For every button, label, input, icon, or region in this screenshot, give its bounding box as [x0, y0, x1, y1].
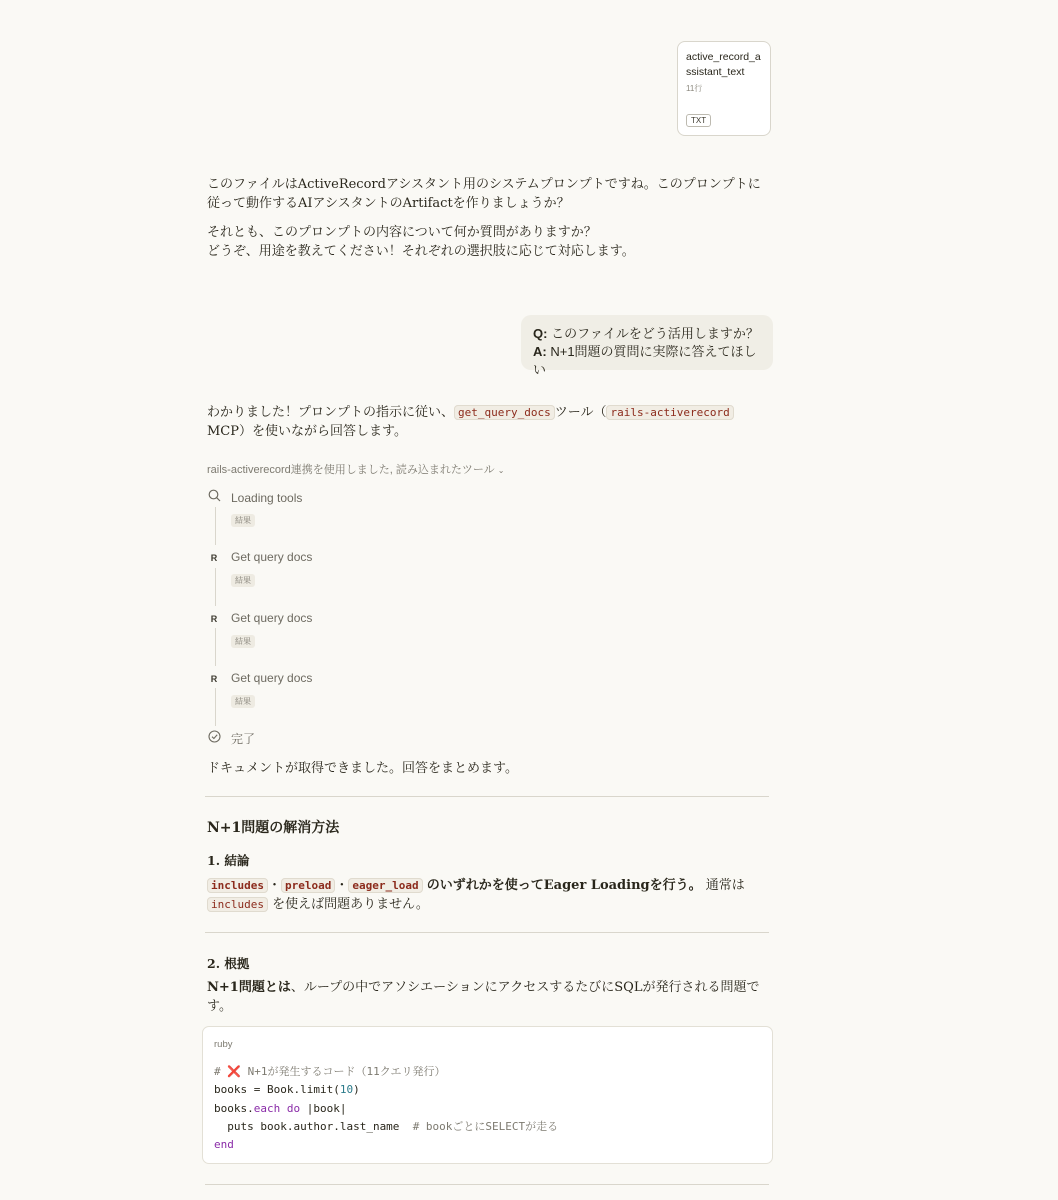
code-token: N+1が発生するコード（11クエリ発行） [240, 1065, 446, 1078]
cross-mark-icon: ❌ [227, 1065, 241, 1078]
assistant-paragraph: このファイルはActiveRecordアシスタント用のシステムプロンプトですね。このプロンプトに従って動作するAIアシスタントのArtifactを作りましょうか？ [207, 177, 761, 211]
a-label: A: [533, 344, 547, 359]
timeline-connector [215, 628, 216, 666]
assistant-paragraph [207, 978, 773, 1016]
code-token: |book| [300, 1101, 347, 1115]
a-text: N+1問題の質問に実際に答えてほしい [533, 344, 757, 377]
check-circle-icon [207, 730, 221, 745]
bold-text: のいずれかを使ってEager Loadingを行う。 [426, 878, 702, 893]
attachment-card[interactable] [677, 41, 771, 136]
inline-code: eager_load [348, 878, 422, 893]
tool-result-badge[interactable]: 結果 [231, 635, 255, 648]
inline-code: preload [281, 878, 335, 893]
code-token: end [214, 1138, 234, 1152]
text-run: ツール（ [554, 405, 607, 420]
question-line [533, 325, 761, 343]
q-text: このファイルをどう活用しますか？ [551, 326, 759, 341]
assistant-message-2-intro [207, 403, 773, 441]
text-line: どうぞ、用途を教えてください！それぞれの選択肢に応じて対応します。 [207, 244, 635, 259]
code-token: each [253, 1101, 281, 1115]
text-run: を使えば問題ありません。 [272, 897, 429, 912]
rails-mcp-icon: R [210, 614, 218, 624]
timeline-connector [215, 688, 216, 726]
code-token [280, 1102, 287, 1115]
assistant-paragraph [207, 223, 773, 261]
code-content [214, 1063, 558, 1154]
done-label: 完了 [231, 732, 256, 746]
inline-code: includes [207, 878, 268, 893]
tool-step-label: Get query docs [231, 611, 313, 625]
tool-step-label: Get query docs [231, 671, 313, 685]
q-label: Q: [533, 326, 548, 341]
assistant-message-1 [207, 175, 773, 261]
tool-step-get-query-docs[interactable] [207, 550, 312, 564]
assistant-paragraph [207, 876, 773, 914]
bold-text: N+1問題とは [207, 980, 291, 995]
timeline-connector [215, 507, 216, 545]
separator: ・ [267, 878, 281, 893]
tool-step-done [207, 730, 255, 747]
divider [205, 1184, 769, 1185]
user-message-bubble [521, 315, 773, 377]
tool-result-badge[interactable]: 結果 [231, 574, 255, 587]
tool-step-loading[interactable] [207, 489, 302, 505]
divider [205, 932, 769, 933]
rails-mcp-icon: R [210, 553, 218, 563]
tool-step-get-query-docs[interactable] [207, 611, 312, 625]
assistant-paragraph [207, 403, 773, 441]
rails-mcp-icon: R [210, 674, 218, 684]
inline-code: rails-activerecord [606, 405, 733, 420]
section-1-body [207, 876, 773, 914]
attachment-name: active_record_assistant_text [686, 51, 761, 78]
tool-result-badge[interactable]: 結果 [231, 514, 255, 527]
section-heading: 1. 結論 [207, 853, 250, 868]
timeline-connector [215, 568, 216, 606]
code-token: 10 [339, 1083, 354, 1097]
text-run: わかりました！プロンプトの指示に従い、 [207, 405, 455, 420]
code-token: # bookごとにSELECTが走る [412, 1119, 559, 1133]
tools-summary-toggle[interactable] [207, 461, 773, 477]
code-language-label: ruby [214, 1039, 233, 1050]
tool-result-badge[interactable]: 結果 [231, 695, 255, 708]
tools-summary-text: rails-activerecord連携を使用しました, 読み込まれたツール [207, 464, 495, 476]
text-line: それとも、このプロンプトの内容について何か質問がありますか？ [207, 225, 597, 240]
code-token: ) [353, 1083, 360, 1097]
inline-code: includes [207, 897, 268, 912]
section-heading: 2. 根拠 [207, 956, 250, 971]
code-token: do [286, 1101, 301, 1115]
divider [205, 796, 769, 797]
tool-step-label: Loading tools [231, 491, 303, 505]
separator: ・ [335, 878, 349, 893]
code-token: puts book.author.last_name [214, 1119, 413, 1133]
tool-step-get-query-docs[interactable] [207, 671, 312, 685]
inline-code: get_query_docs [454, 405, 555, 420]
assistant-paragraph: ドキュメントが取得できました。回答をまとめます。 [207, 761, 518, 776]
tool-step-label: Get query docs [231, 550, 313, 564]
chevron-down-icon: ⌄ [497, 466, 505, 475]
text-run: MCP）を使いながら回答します。 [207, 424, 407, 439]
search-icon [207, 489, 221, 504]
text-run: 、ループの中でアソシエーションにアクセスするたびにSQLが発行される問題です。 [207, 980, 760, 1014]
answer-line [533, 343, 761, 379]
code-block[interactable] [202, 1026, 773, 1164]
text-run: 通常は [705, 878, 745, 893]
attachment-type-badge: TXT [686, 114, 711, 127]
answer-title: N+1問題の解消方法 [207, 820, 340, 836]
code-token: books. [214, 1101, 254, 1115]
code-token: books = Book.limit( [214, 1083, 340, 1097]
attachment-line-count: 11行 [686, 84, 703, 93]
fetched-message [207, 759, 773, 778]
section-2-body [207, 978, 773, 1016]
code-token: # [214, 1065, 228, 1078]
